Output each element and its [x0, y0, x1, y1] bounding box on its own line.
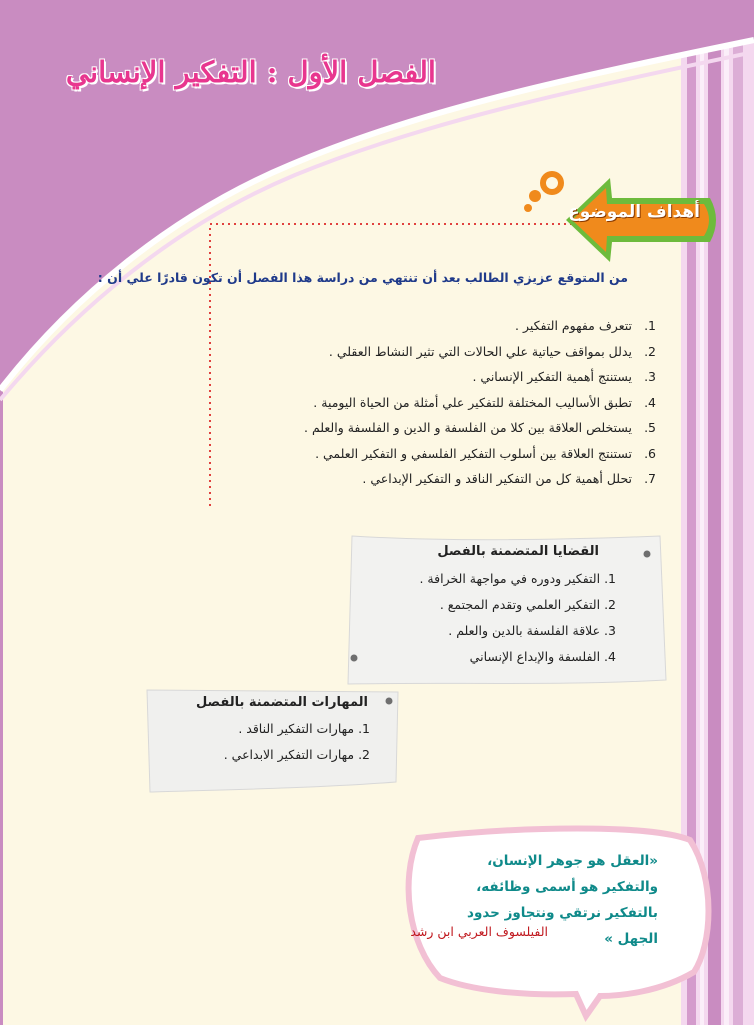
list-text: يدلل بمواقف حياتية علي الحالات التي تثير النشاط العقلي . [328, 343, 632, 359]
list-number: 6. [644, 445, 656, 461]
list-item: 1. التفكير ودوره في مواجهة الخرافة . [419, 571, 616, 586]
list-number: 2. [644, 343, 656, 359]
list-number: 3. [644, 369, 656, 384]
quote-text: «العقل هو جوهر الإنسان، والتفكير هو أسمى وظائفه، بالتفكير نرتقي ونتجاوز حدود الجهل » [467, 853, 658, 947]
list-text: تطبق الأساليب المختلفة للتفكير علي أمثلة من الحياة اليومية . [313, 394, 632, 410]
list-number: 1. [644, 318, 656, 333]
list-text: تحلل أهمية كل من التفكير الناقد و التفكير الإبداعي . [362, 471, 632, 486]
list-item: 3. علاقة الفلسفة بالدين والعلم . [448, 623, 616, 638]
issues-title: القضايا المتضمنة بالفصل [437, 544, 599, 559]
list-number: 5. [644, 420, 656, 435]
list-number: 7. [644, 471, 656, 486]
objectives-badge: أهداف الموضوع [568, 202, 700, 222]
list-item [304, 420, 656, 446]
list-text: يستنتج أهمية التفكير الإنساني . [472, 369, 632, 384]
list-item [304, 446, 656, 472]
list-item [304, 369, 656, 395]
list-item [304, 318, 656, 344]
list-text: يستخلص العلاقة بين كلا من الفلسفة و الدين و الفلسفة والعلم . [304, 420, 632, 435]
list-item: 4. الفلسفة والإبداع الإنساني [469, 649, 616, 664]
list-item: 2. التفكير العلمي وتقدم المجتمع . [439, 597, 616, 612]
skills-list [224, 721, 370, 773]
list-text: تتعرف مفهوم التفكير . [515, 318, 632, 333]
objectives-list [304, 318, 656, 497]
list-item: 2. مهارات التفكير الابداعي . [223, 747, 370, 762]
list-number: 4. [644, 394, 656, 410]
objectives-intro: من المتوقع عزيزي الطالب بعد أن تنتهي من دراسة هذا الفصل أن تكون قادرًا علي أن : [97, 270, 628, 285]
list-item [304, 471, 656, 497]
page-title: الفصل الأول : التفكير الإنساني [65, 55, 436, 89]
list-item: 1. مهارات التفكير الناقد . [238, 721, 370, 736]
issues-list [419, 571, 616, 675]
list-text: تستنتج العلاقة بين أسلوب التفكير الفلسفي و التفكير العلمي . [315, 445, 632, 461]
quote-author: الفيلسوف العربي ابن رشد [410, 924, 548, 939]
list-item [304, 395, 656, 421]
skills-title: المهارات المتضمنة بالفصل [195, 695, 368, 710]
list-item [304, 344, 656, 370]
